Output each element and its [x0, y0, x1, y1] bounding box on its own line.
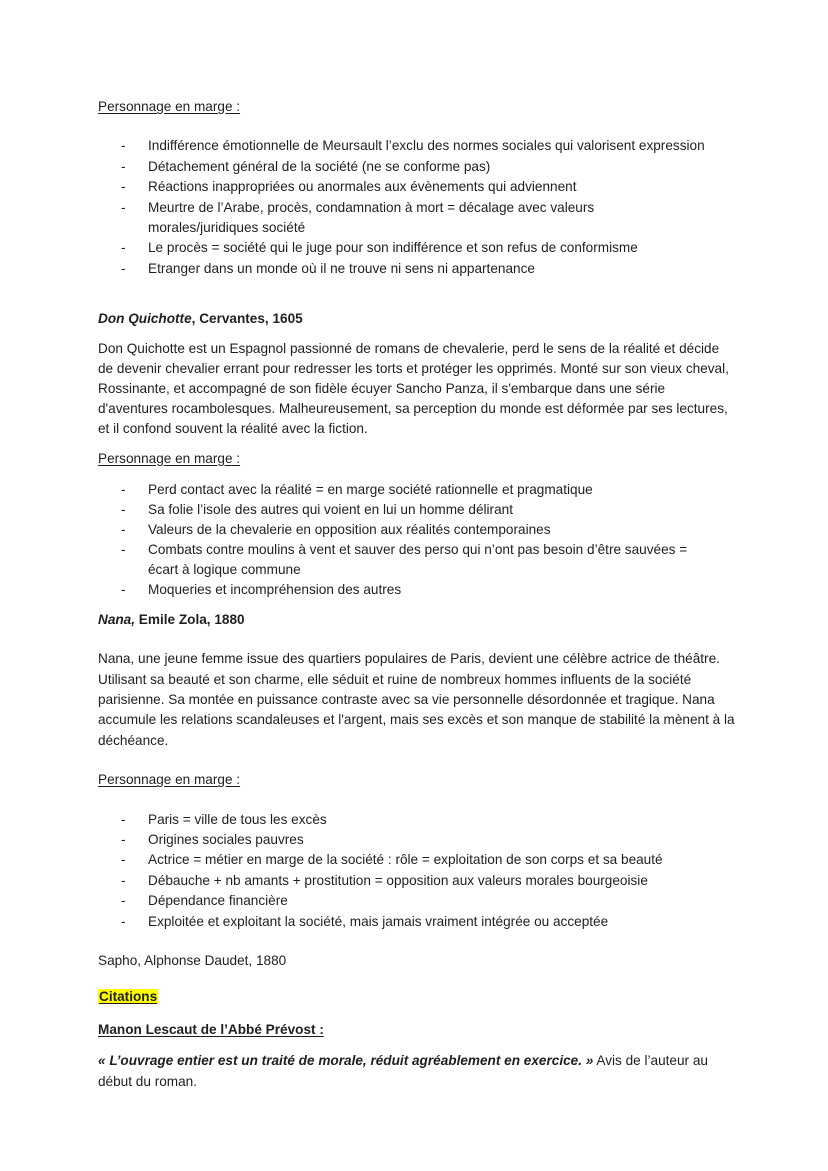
list-item: - Réactions inappropriées ou anormales aux évènements qui adviennent: [98, 177, 738, 197]
list-item: - Moqueries et incompréhension des autres: [98, 580, 738, 600]
highlighted-label: Citations: [99, 989, 158, 1005]
bullet-list: [98, 136, 738, 279]
citation-note: Avis de l’auteur au début du roman.: [98, 1053, 708, 1089]
list-item: - Origines sociales pauvres: [98, 830, 738, 850]
list-item: - Valeurs de la chevalerie en opposition aux réalités contemporaines: [98, 520, 738, 540]
bullet-list: [98, 480, 738, 600]
list-item: - Combats contre moulins à vent et sauver des perso qui n’ont pas besoin d’être sauvées = écart à logique commune: [98, 540, 708, 580]
citation-heading: Manon Lescaut de l’Abbé Prévost :: [98, 1021, 324, 1037]
work-title-details: Emile Zola, 1880: [135, 611, 245, 627]
work-title-details: , Cervantes, 1605: [191, 311, 303, 327]
section-heading: Personnage en marge :: [98, 99, 241, 114]
citation-paragraph: [98, 1051, 713, 1092]
work-title-italic: Nana,: [98, 611, 136, 627]
work-reference: Sapho, Alphonse Daudet, 1880: [98, 952, 287, 968]
list-item: - Meurtre de l’Arabe, procès, condamnation à mort = décalage avec valeurs morales/juridiques société: [98, 198, 628, 239]
list-item: - Détachement général de la société (ne se conforme pas): [98, 157, 738, 177]
citations-label: [98, 987, 738, 1007]
list-item: - Indifférence émotionnelle de Meursault l’exclu des normes sociales qui valorisent expression: [98, 136, 738, 156]
list-item: - Le procès = société qui le juge pour son indifférence et son refus de conformisme: [98, 238, 738, 258]
work-title: [98, 610, 738, 630]
bullet-list: [98, 810, 738, 932]
work-title: [98, 309, 738, 329]
list-item: - Etranger dans un monde où il ne trouve ni sens ni appartenance: [98, 259, 738, 279]
list-item: - Actrice = métier en marge de la société : rôle = exploitation de son corps et sa beauté: [98, 850, 738, 870]
list-item: - Sa folie l’isole des autres qui voient en lui un homme délirant: [98, 500, 738, 520]
list-item: - Paris = ville de tous les excès: [98, 810, 738, 830]
document-content: [98, 97, 738, 1092]
section-heading: Personnage en marge :: [98, 772, 241, 788]
work-summary: Don Quichotte est un Espagnol passionné de romans de chevalerie, perd le sens de la réalité et décide de devenir chevalier errant pour redresser les torts et protéger les opprimés. Monté sur son vieux cheval, Rossinante, et accompagné de son fidèle écuyer Sancho Panza, il s'embarque dans une série d'aventures rocambolesques. Malheureusement, sa perception du monde est déformée par ses lectures, et il confond souvent la réalité avec la fiction.: [98, 340, 729, 436]
list-item: - Dépendance financière: [98, 891, 738, 911]
work-title-italic: Don Quichotte: [98, 311, 192, 327]
list-item: - Débauche + nb amants + prostitution = opposition aux valeurs morales bourgeoisie: [98, 871, 738, 891]
list-item: - Exploitée et exploitant la société, mais jamais vraiment intégrée ou acceptée: [98, 912, 738, 932]
citation-quote: « L’ouvrage entier est un traité de morale, réduit agréablement en exercice. »: [98, 1053, 594, 1069]
section-heading: Personnage en marge :: [98, 450, 241, 466]
work-summary: Nana, une jeune femme issue des quartiers populaires de Paris, devient une célèbre actrice de théâtre. Utilisant sa beauté et son charme, elle séduit et ruine de nombreux hommes influents de la société parisienne. Sa montée en puissance contraste avec sa vie personnelle désordonnée et tragique. Nana accumule les relations scandaleuses et l'argent, mais ses excès et son manque de stabilité la mènent à la déchéance.: [98, 651, 735, 748]
list-item: - Perd contact avec la réalité = en marge société rationnelle et pragmatique: [98, 480, 738, 500]
